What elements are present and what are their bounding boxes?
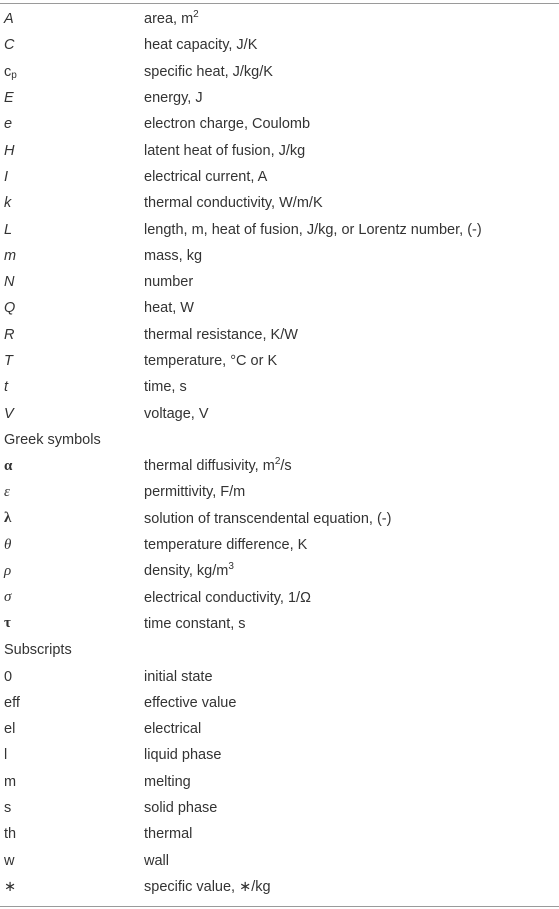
symbol-cell — [0, 374, 140, 400]
definition: density, kg/m — [144, 563, 229, 580]
table-row — [0, 821, 559, 847]
definition: heat capacity, J/K — [144, 37, 258, 54]
symbol: th — [4, 826, 17, 843]
symbol: N — [4, 274, 15, 291]
definition-cell — [140, 585, 559, 611]
table-row — [0, 164, 559, 190]
symbol-cell — [0, 795, 140, 821]
symbol: ε — [4, 483, 10, 500]
table-row — [0, 558, 559, 584]
symbol: m — [4, 247, 17, 264]
symbol: H — [4, 142, 15, 159]
definition-cell — [140, 85, 559, 111]
symbol: A — [4, 11, 14, 28]
symbol-cell — [0, 716, 140, 742]
definition-cell — [140, 322, 559, 348]
definition-cell — [140, 558, 559, 584]
definition-cell — [140, 479, 559, 505]
symbol-cell — [0, 137, 140, 163]
symbol: θ — [4, 536, 12, 553]
definition-cell — [140, 769, 559, 795]
definition-cell — [140, 532, 559, 558]
table-row — [0, 243, 559, 269]
definition: mass, kg — [144, 247, 203, 264]
definition: number — [144, 274, 194, 291]
symbol-cell — [0, 295, 140, 321]
symbol: I — [4, 168, 9, 185]
definition: thermal conductivity, W/m/K — [144, 195, 323, 212]
symbol: V — [4, 405, 14, 422]
symbol-cell — [0, 216, 140, 242]
definition-cell — [140, 848, 559, 874]
section-heading-subscripts: Subscripts — [4, 642, 72, 659]
bottom-rule — [0, 906, 559, 907]
definition: liquid phase — [144, 747, 222, 764]
table-row — [0, 585, 559, 611]
definition: time constant, s — [144, 615, 246, 632]
symbol-cell — [0, 6, 140, 32]
symbol: m — [4, 773, 17, 790]
table-row — [0, 85, 559, 111]
definition-cell — [140, 374, 559, 400]
definition-cell — [140, 742, 559, 768]
table-row — [0, 6, 559, 32]
symbol: ∗ — [4, 878, 17, 895]
definition-superscript: 3 — [228, 561, 234, 573]
symbol: el — [4, 721, 16, 738]
definition: voltage, V — [144, 405, 209, 422]
symbol: α — [4, 457, 13, 474]
definition-cell — [140, 821, 559, 847]
symbol: R — [4, 326, 15, 343]
definition: solid phase — [144, 800, 218, 817]
definition-cell — [140, 874, 559, 900]
symbol: T — [4, 353, 13, 369]
symbol-cell — [0, 848, 140, 874]
definition: permittivity, F/m — [144, 484, 246, 501]
symbol: σ — [4, 589, 12, 606]
symbol-cell — [0, 400, 140, 426]
section-heading-row — [0, 427, 559, 453]
definition-cell — [140, 32, 559, 58]
table-row — [0, 848, 559, 874]
symbol-cell — [0, 532, 140, 558]
symbol-cell — [0, 164, 140, 190]
definition: time, s — [144, 379, 187, 396]
symbol-cell — [0, 558, 140, 584]
table-row — [0, 742, 559, 768]
symbol-cell — [0, 269, 140, 295]
definition-cell — [140, 611, 559, 637]
symbol: λ — [4, 510, 12, 527]
table-row — [0, 769, 559, 795]
symbol: C — [4, 37, 15, 54]
symbol-cell — [0, 742, 140, 768]
definition: electrical conductivity, 1/Ω — [144, 589, 311, 606]
definition: electrical — [144, 721, 202, 738]
table-row — [0, 453, 559, 479]
section-heading-greek: Greek symbols — [4, 431, 101, 448]
definition-suffix: /s — [280, 458, 292, 475]
symbol-cell — [0, 874, 140, 900]
symbol: t — [4, 379, 9, 396]
definition-cell — [140, 716, 559, 742]
definition-cell — [140, 348, 559, 374]
top-rule — [0, 3, 559, 4]
definition-cell — [140, 400, 559, 426]
symbol: s — [4, 800, 12, 817]
table-row — [0, 216, 559, 242]
symbol-cell — [0, 32, 140, 58]
definition: initial state — [144, 668, 213, 685]
definition: latent heat of fusion, J/kg — [144, 142, 306, 159]
symbol-cell — [0, 85, 140, 111]
symbol-cell — [0, 453, 140, 479]
symbol: k — [4, 195, 12, 212]
definition-superscript: 2 — [193, 9, 199, 21]
symbol-cell — [0, 59, 140, 85]
definition: temperature, °C or K — [144, 353, 278, 369]
symbol-cell — [0, 585, 140, 611]
definition: thermal diffusivity, m — [144, 458, 275, 475]
definition: heat, W — [144, 300, 194, 317]
table-row — [0, 400, 559, 426]
definition-cell — [140, 453, 559, 479]
symbol: ρ — [4, 562, 12, 579]
symbol-cell — [0, 506, 140, 532]
definition-cell — [140, 295, 559, 321]
symbol-cell — [0, 322, 140, 348]
table-row — [0, 716, 559, 742]
table-row — [0, 479, 559, 505]
table-row — [0, 374, 559, 400]
nomenclature-table — [0, 6, 559, 900]
definition: area, m — [144, 11, 194, 28]
definition: specific heat, J/kg/K — [144, 63, 273, 80]
definition: thermal — [144, 826, 193, 843]
table-row — [0, 795, 559, 821]
definition: wall — [144, 852, 169, 869]
definition-cell — [140, 795, 559, 821]
symbol-cell — [0, 190, 140, 216]
definition-cell — [140, 690, 559, 716]
symbol-cell — [0, 769, 140, 795]
definition-cell — [140, 506, 559, 532]
definition-cell — [140, 216, 559, 242]
definition-cell — [140, 243, 559, 269]
symbol: Q — [4, 300, 16, 317]
definition-cell — [140, 6, 559, 32]
symbol: l — [4, 747, 8, 764]
table-row — [0, 532, 559, 558]
symbol-cell — [0, 479, 140, 505]
table-row — [0, 348, 559, 374]
table-row — [0, 506, 559, 532]
symbol: c — [4, 63, 12, 80]
definition-cell — [140, 164, 559, 190]
table-row — [0, 295, 559, 321]
definition: length, m, heat of fusion, J/kg, or Lorentz number, (-) — [144, 221, 482, 238]
table-row — [0, 269, 559, 295]
definition-cell — [140, 269, 559, 295]
definition-cell — [140, 137, 559, 163]
symbol-subscript: p — [11, 69, 17, 81]
table-row — [0, 32, 559, 58]
section-heading-row — [0, 637, 559, 663]
definition: effective value — [144, 694, 237, 711]
table-row — [0, 611, 559, 637]
definition: energy, J — [144, 90, 203, 107]
symbol-cell — [0, 821, 140, 847]
table-row — [0, 322, 559, 348]
symbol-cell — [0, 663, 140, 689]
symbol-cell — [0, 690, 140, 716]
definition: electrical current, A — [144, 168, 268, 185]
symbol-cell — [0, 348, 140, 374]
definition: electron charge, Coulomb — [144, 116, 311, 133]
definition: specific value, ∗/kg — [144, 878, 271, 895]
table-row — [0, 663, 559, 689]
symbol: e — [4, 116, 13, 133]
symbol: eff — [4, 694, 20, 711]
table-row — [0, 111, 559, 137]
symbol: τ — [4, 615, 11, 632]
definition: melting — [144, 773, 191, 790]
symbol: w — [4, 852, 15, 869]
definition-cell — [140, 59, 559, 85]
definition-cell — [140, 111, 559, 137]
definition-cell — [140, 190, 559, 216]
definition: temperature difference, K — [144, 537, 308, 554]
table-row — [0, 137, 559, 163]
definition: thermal resistance, K/W — [144, 326, 298, 343]
table-row — [0, 874, 559, 900]
definition-cell — [140, 663, 559, 689]
table-row — [0, 59, 559, 85]
definition-superscript: 2 — [274, 456, 281, 468]
table-row — [0, 690, 559, 716]
definition: solution of transcendental equation, (-) — [144, 510, 392, 527]
symbol: L — [4, 221, 13, 238]
symbol-cell — [0, 111, 140, 137]
symbol: E — [4, 90, 14, 107]
symbol-cell — [0, 611, 140, 637]
table-row — [0, 190, 559, 216]
symbol: 0 — [4, 668, 13, 685]
symbol-cell — [0, 243, 140, 269]
